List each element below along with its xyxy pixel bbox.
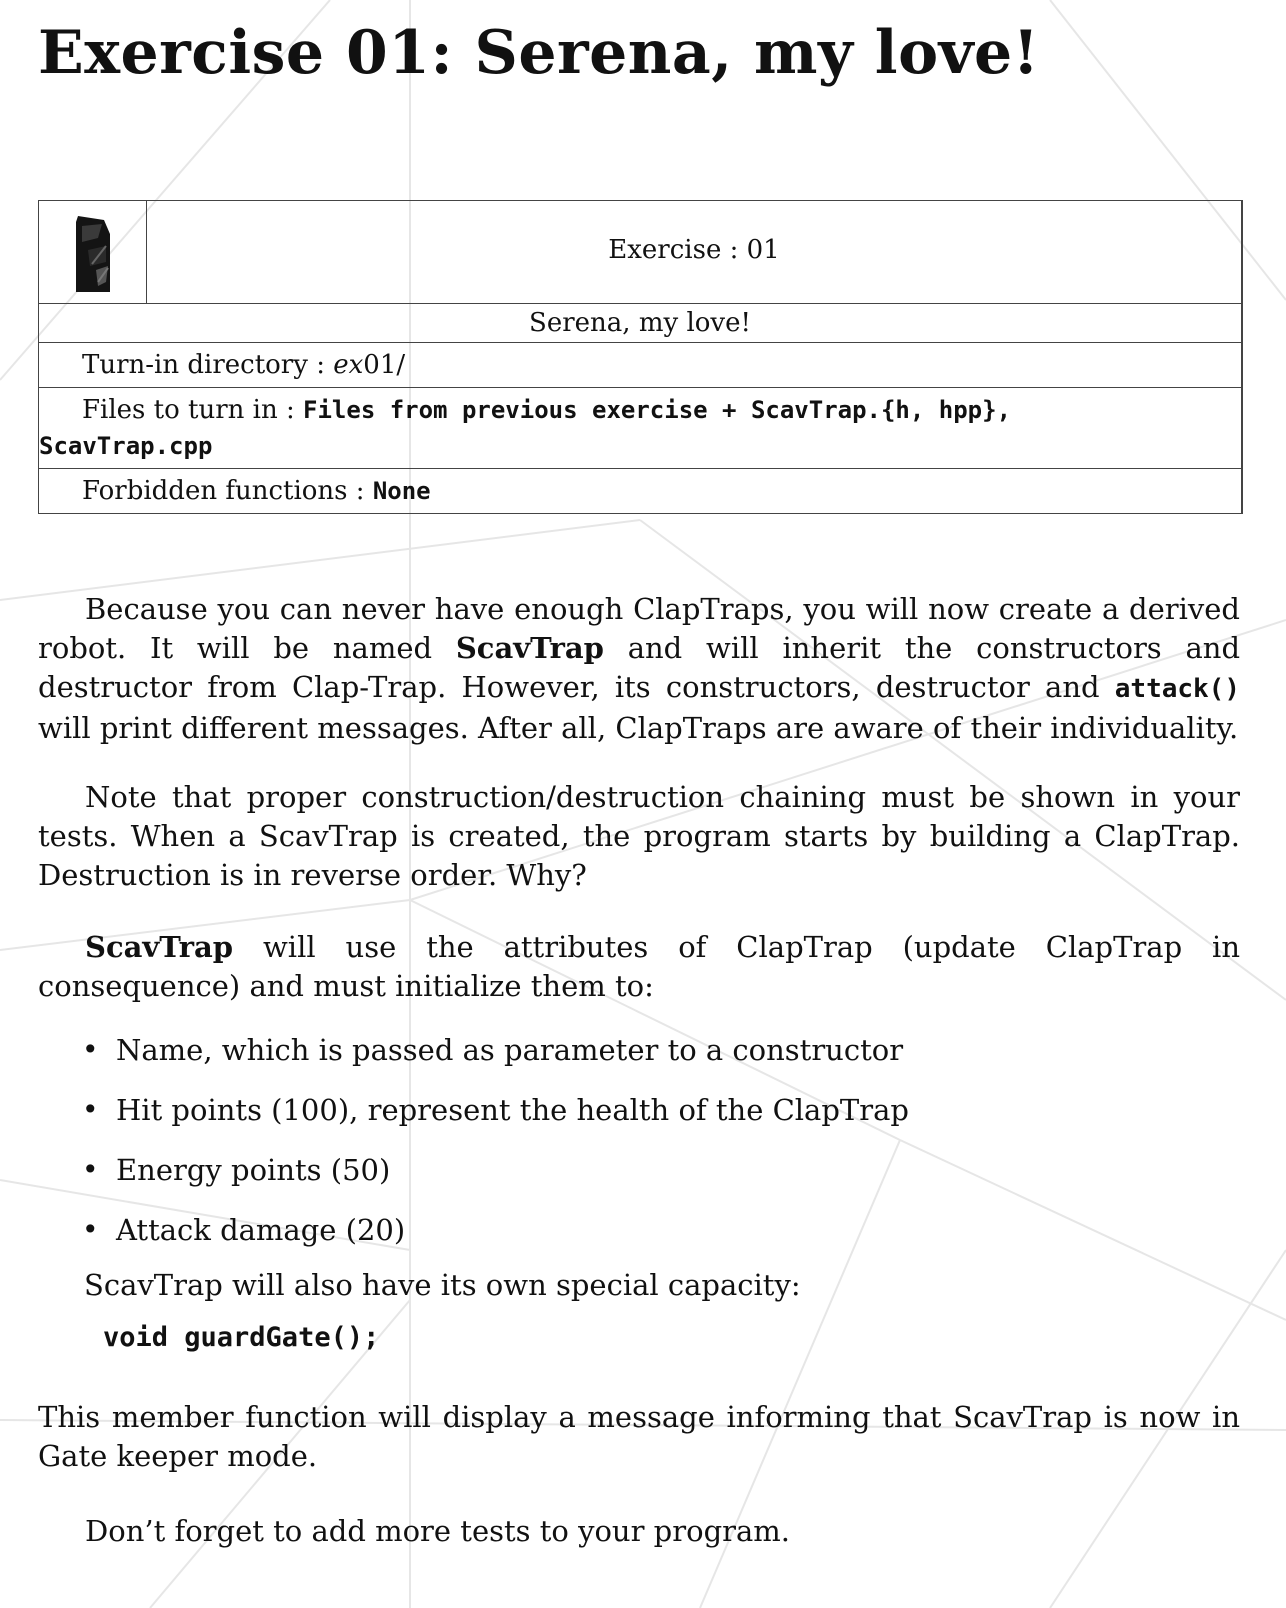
forbidden-label: Forbidden functions : [82, 476, 373, 506]
exercise-header-row [39, 201, 1241, 304]
chaining-paragraph [38, 778, 1240, 895]
list-item: • Energy points (50) [82, 1150, 909, 1210]
list-item: • Attack damage (20) [82, 1210, 909, 1270]
exercise-info-box [38, 200, 1243, 514]
intro-text-3: will print different messages. After all, ClapTraps are aware of their individuality. [38, 711, 1239, 745]
logo-cell [39, 201, 147, 303]
exercise-number-label: Exercise : 01 [608, 235, 780, 265]
code-snippet: void guardGate(); [103, 1322, 380, 1353]
intro-paragraph [38, 590, 1240, 748]
files-to-turn-in-row [39, 388, 1241, 469]
page-title: Exercise 01: Serena, my love! [38, 18, 1040, 88]
attributes-intro-paragraph [38, 928, 1240, 1006]
turn-in-directory-row [39, 343, 1241, 388]
files-label: Files to turn in : [82, 395, 304, 425]
intro-text-1: Because you can never have enough ClapTraps, you will now create a derived robot. It will be named [38, 592, 1240, 665]
intro-code-attack: attack() [1114, 674, 1240, 704]
chaining-text: Note that proper construction/destruction chaining must be shown in your tests. When a ScavTrap is created, the program starts by building a ClapTrap. Destruction is in reverse order. Why? [38, 780, 1240, 892]
turn-in-value: 01/ [363, 350, 406, 380]
intro-bold-scavtrap: ScavTrap [455, 631, 604, 665]
special-capacity-text: ScavTrap will also have its own special capacity: [84, 1268, 801, 1302]
attributes-bold-scavtrap: ScavTrap [85, 930, 234, 964]
files-value-line2: ScavTrap.cpp [39, 432, 213, 460]
forbidden-value: None [372, 477, 431, 505]
gate-keeper-paragraph [38, 1398, 1240, 1476]
exercise-subtitle: Serena, my love! [39, 304, 1241, 343]
intro-text-2: and will inherit the constructors and destructor from Clap-Trap. However, its constructors, destructor and [38, 631, 1241, 704]
42-logo-icon [76, 216, 110, 292]
attributes-intro-text: will use the attributes of ClapTrap (update ClapTrap in consequence) and must initialize them to: [38, 930, 1240, 1003]
list-item: • Name, which is passed as parameter to a constructor [82, 1030, 909, 1090]
gate-keeper-text: This member function will display a message informing that ScavTrap is now in Gate keeper mode. [38, 1400, 1240, 1473]
attributes-list [82, 1030, 909, 1270]
more-tests-text: Don’t forget to add more tests to your program. [85, 1514, 791, 1548]
list-item: • Hit points (100), represent the health of the ClapTrap [82, 1090, 909, 1150]
forbidden-functions-row [39, 469, 1241, 514]
files-value-line1: Files from previous exercise + ScavTrap.{h, hpp}, [303, 396, 1012, 424]
more-tests-paragraph [38, 1512, 1240, 1551]
turn-in-label: Turn-in directory : [82, 350, 334, 380]
turn-in-value-prefix: ex [333, 350, 364, 380]
